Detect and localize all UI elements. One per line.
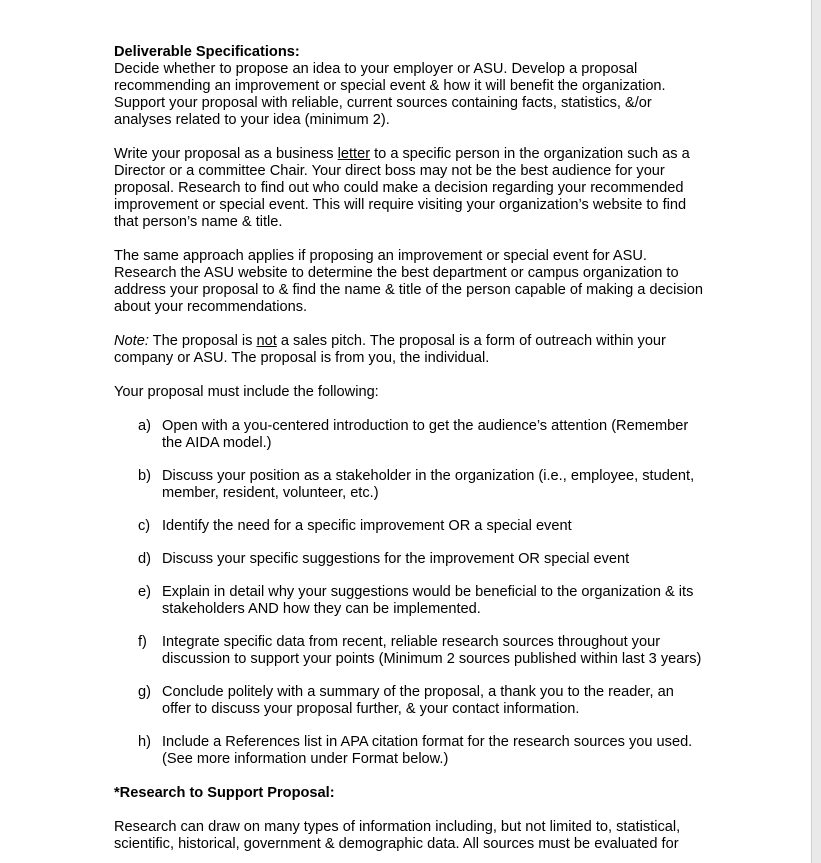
asu-paragraph: The same approach applies if proposing an improvement or special event for ASU. Research the ASU website to determine the best department or campus organization to address your proposal to & find the name & title of the person capable of making a decision about your recommendations. [114,248,703,315]
list-item-marker: a) [138,418,151,434]
list-item-text: Open with a you-centered introduction to get the audience’s attention (Remember the AIDA model.) [162,418,689,451]
list-item-text: Discuss your specific suggestions for the improvement OR special event [162,551,630,567]
requirements-list [114,418,704,768]
list-item-text: Discuss your position as a stakeholder in the organization (i.e., employee, student, member, resident, volunteer, etc.) [162,468,695,501]
list-item [114,551,704,568]
list-item-marker: c) [138,518,151,534]
viewer-background [811,0,821,863]
list-item [114,684,704,718]
note-after: a sales pitch. The proposal is a form of outreach within your company or ASU. The proposal is from you, the individual. [114,333,666,366]
letter-paragraph-before: Write your proposal as a business [114,146,338,162]
list-item [114,734,704,768]
list-item-marker: b) [138,468,151,484]
document-content [114,44,704,863]
note-before: The proposal is [148,333,257,349]
list-item [114,634,704,668]
list-item-text: Include a References list in APA citation format for the research sources you used. (See more information under Format below.) [162,734,693,767]
letter-paragraph-after: to a specific person in the organization such as a Director or a committee Chair. Your direct boss may not be the best audience for your proposal. Research to find out who could make a decision regarding your recommended improvement or special event. This will require visiting your organization’s website to find that person’s name & title. [114,146,690,230]
list-item-text: Integrate specific data from recent, reliable research sources throughout your discussion to support your points (Minimum 2 sources published within last 3 years) [162,634,702,667]
list-item-marker: h) [138,734,151,750]
note-paragraph [114,333,704,367]
list-item [114,418,704,452]
note-underlined-word: not [256,333,277,349]
list-item-marker: g) [138,684,151,700]
research-paragraph: Research can draw on many types of information including, but not limited to, statistical, scientific, historical, government & demographic data. All sources must be evaluated for [114,819,681,852]
deliverable-heading: Deliverable Specifications: [114,44,300,60]
list-item-marker: f) [138,634,147,650]
letter-underlined-word: letter [337,146,371,162]
list-item [114,468,704,502]
list-item-marker: d) [138,551,151,567]
note-label: Note: [114,333,149,349]
list-item-marker: e) [138,584,151,600]
research-heading: *Research to Support Proposal: [114,785,335,801]
list-item-text: Identify the need for a specific improvement OR a special event [162,518,572,534]
list-item [114,584,704,618]
list-item [114,518,704,535]
list-item-text: Explain in detail why your suggestions would be beneficial to the organization & its stakeholders AND how they can be implemented. [162,584,694,617]
list-item-text: Conclude politely with a summary of the proposal, a thank you to the reader, an offer to discuss your proposal further, & your contact information. [162,684,674,717]
list-intro: Your proposal must include the following: [114,384,379,400]
deliverable-section [114,44,704,129]
deliverable-intro: Decide whether to propose an idea to your employer or ASU. Develop a proposal recommending an improvement or special event & how it will benefit the organization. Support your proposal with reliable, current sources containing facts, statistics, &/or analyses related to your idea (minimum 2). [114,61,666,128]
letter-paragraph [114,146,704,231]
